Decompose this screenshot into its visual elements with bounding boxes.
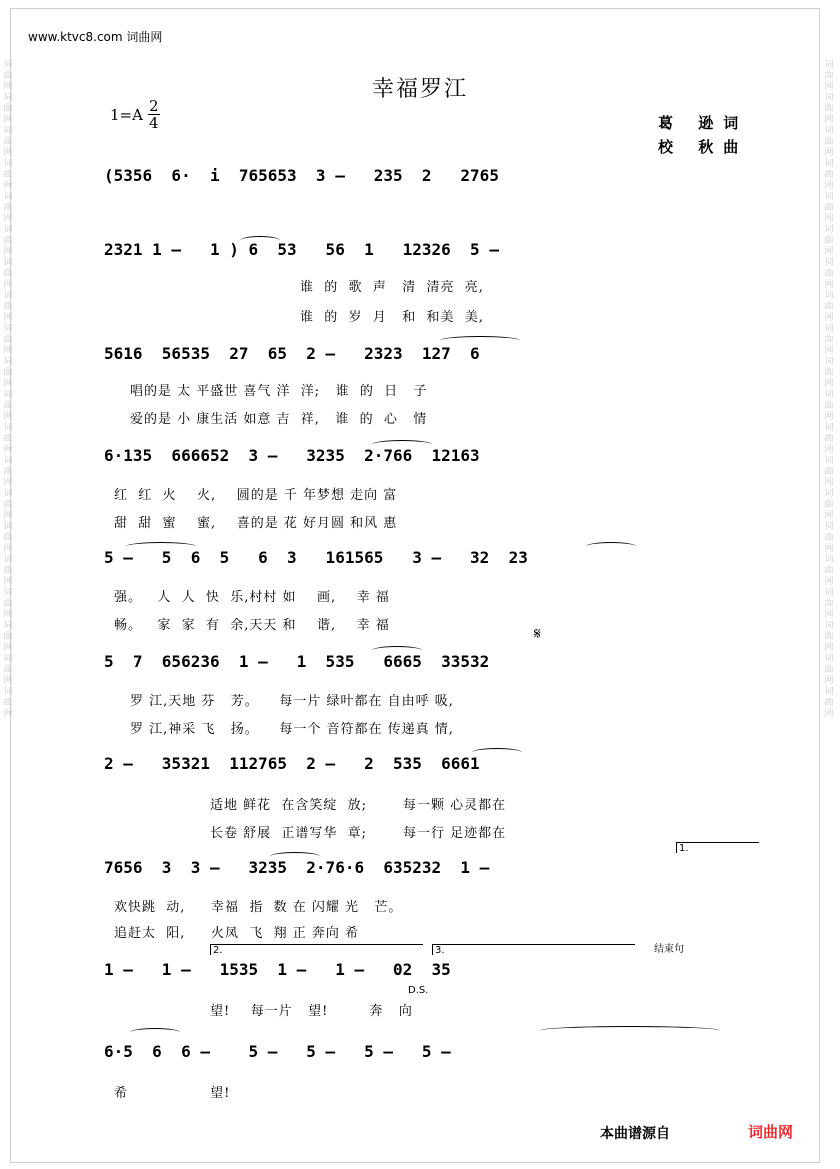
time-signature xyxy=(148,98,160,131)
key-signature: 1=A xyxy=(110,106,143,124)
slur xyxy=(372,440,432,449)
lyric-line-10: 希 望! xyxy=(114,1086,231,1101)
slur xyxy=(240,236,280,245)
slur xyxy=(372,646,422,655)
lyric-line-3a: 唱的是 太 平盛世 喜气 洋 洋; 谁 的 日 子 xyxy=(130,384,428,399)
lyric-line-4a: 红 红 火 火, 圆的是 千 年梦想 走向 富 xyxy=(114,488,398,503)
slur xyxy=(270,852,320,861)
brand-logo[interactable]: 词曲网 xyxy=(748,1123,794,1141)
notation-line-9: 1 – 1 – 1535 1 – 1 – 02 35 xyxy=(104,960,451,979)
volta-1: 1. xyxy=(676,842,759,853)
lyric-line-5b: 畅。 家 家 有 余,天天 和 谐, 幸 福 xyxy=(114,618,390,633)
lyric-line-6b: 罗 江,神采 飞 扬。 每一个 音符都在 传递真 情, xyxy=(130,722,454,737)
notation-line-2: 2321 1 – 1 ) 6 53 56 1 12326 5 – xyxy=(104,240,499,259)
time-signature-bottom: 4 xyxy=(149,114,159,132)
notation-line-6: 5 7 656236 1 – 1 535 6665 33532 xyxy=(104,652,490,671)
lyric-line-3b: 爱的是 小 康生活 如意 吉 祥, 谁 的 心 情 xyxy=(130,412,428,427)
side-watermark-left: 词曲网词曲网词曲网词曲网词曲网词曲网词曲网词曲网词曲网词曲网词曲网词曲网词曲网词曲网词曲网词曲网词曲网词曲网词曲网词曲网 xyxy=(3,60,13,719)
slur xyxy=(586,542,636,551)
lyric-line-8a: 欢快跳 动, 幸福 指 数 在 闪耀 光 芒。 xyxy=(114,900,403,915)
notation-line-3: 5616 56535 27 65 2 – 2323 127 6 xyxy=(104,344,480,363)
composer: 校 秋曲 xyxy=(658,138,749,156)
lyric-line-2b: 谁 的 岁 月 和 和美 美, xyxy=(300,310,484,325)
lyric-line-9: 望! 每一片 望! 奔 向 xyxy=(210,1004,413,1019)
notation-line-8: 7656 3 3 – 3235 2·76·6 635232 1 – xyxy=(104,858,490,877)
time-signature-top: 2 xyxy=(149,97,159,115)
notation-line-7: 2 – 35321 112765 2 – 2 535 6661 xyxy=(104,754,480,773)
end-phrase-label: 结束句 xyxy=(654,944,684,955)
volta-3: 3. xyxy=(432,944,635,955)
notation-line-1: (5356 6· i 765653 3 – 235 2 2765 xyxy=(104,166,499,185)
side-watermark-right: 词曲网词曲网词曲网词曲网词曲网词曲网词曲网词曲网词曲网词曲网词曲网词曲网词曲网词曲网词曲网词曲网词曲网词曲网词曲网词曲网 xyxy=(824,60,834,719)
lyric-line-8b: 追赶太 阳, 火凤 飞 翔 正 奔向 希 xyxy=(114,926,359,941)
segno-sign: 𝄋 xyxy=(534,624,541,643)
lyric-line-4b: 甜 甜 蜜 蜜, 喜的是 花 好月圆 和风 惠 xyxy=(114,516,398,531)
lyric-line-6a: 罗 江,天地 芬 芳。 每一片 绿叶都在 自由呼 吸, xyxy=(130,694,454,709)
lyricist: 葛 逊词 xyxy=(658,114,749,132)
site-url[interactable]: www.ktvc8.com 词曲网 xyxy=(28,30,163,44)
lyric-line-7a: 适地 鲜花 在含笑绽 放; 每一颗 心灵都在 xyxy=(210,798,507,813)
lyric-line-7b: 长卷 舒展 正谱写华 章; 每一行 足迹都在 xyxy=(210,826,507,841)
ds-mark: D.S. xyxy=(408,985,429,996)
slur xyxy=(540,1026,720,1035)
slur xyxy=(130,1028,180,1037)
lyric-line-5a: 强。 人 人 快 乐,村村 如 画, 幸 福 xyxy=(114,590,390,605)
slur xyxy=(126,542,196,551)
slur xyxy=(440,336,520,345)
slur xyxy=(472,748,522,757)
notation-line-10: 6·5 6 6 – 5 – 5 – 5 – 5 – xyxy=(104,1042,451,1061)
notation-line-4: 6·135 666652 3 – 3235 2·766 12163 xyxy=(104,446,480,465)
lyric-line-2a: 谁 的 歌 声 清 清亮 亮, xyxy=(300,280,484,295)
volta-2: 2. xyxy=(210,944,423,955)
source-label: 本曲谱源自 xyxy=(600,1126,670,1142)
song-title: 幸福罗江 xyxy=(371,77,468,102)
notation-line-5: 5 – 5 6 5 6 3 161565 3 – 32 23 xyxy=(104,548,528,567)
